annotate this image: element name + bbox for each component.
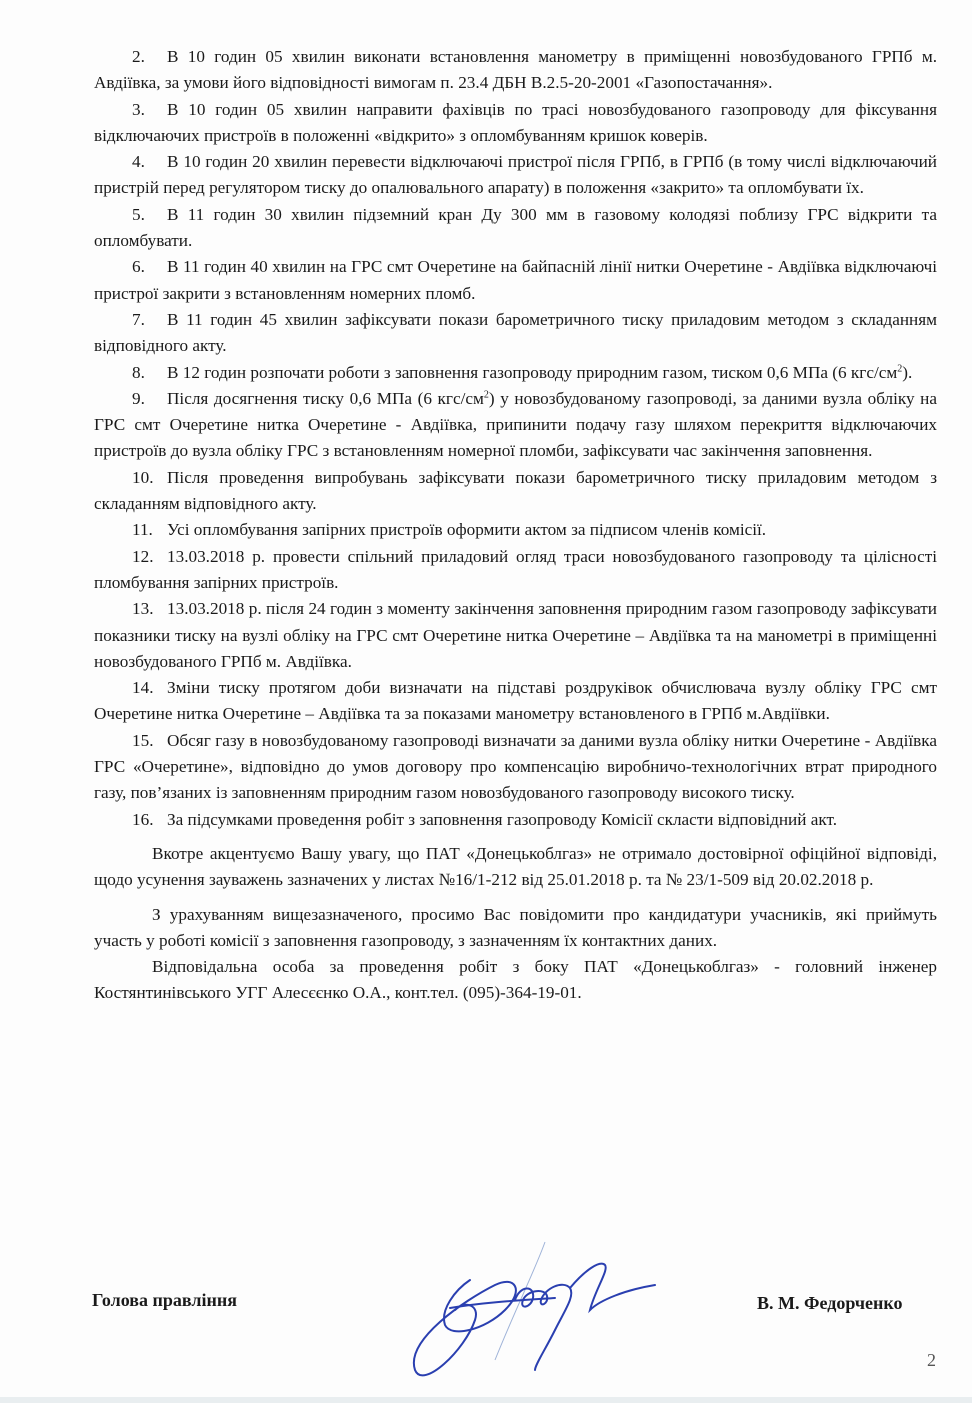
list-item: [94, 97, 937, 150]
item-text: В 11 годин 30 хвилин підземний кран Ду 300 мм в газовому колодязі поблизу ГРС відкрити та опломбувати.: [94, 204, 937, 251]
superscript: 2: [897, 362, 903, 374]
item-number: 10.: [132, 467, 154, 487]
item-text-end: ).: [902, 362, 913, 382]
document-body: [94, 44, 937, 1007]
paragraph-contact: Відповідальна особа за проведення робіт з боку ПАТ «Донецькоблгаз» - головний інженер Костянтинівського УГГ Алесєєнко О.А., конт.тел. (095)-364-19-01.: [94, 957, 937, 1003]
item-text: В 10 годин 20 хвилин перевести відключаючі пристрої після ГРПб, в ГРПб (в тому числі відключаючий пристрій перед регулятором тиску до опалювального апарату) в положення «закрито» та опломбувати їх.: [94, 152, 937, 198]
item-text: В 10 годин 05 хвилин виконати встановлення манометру в приміщенні новозбудованого ГРПб м. Авдіївка, за умови його відповідності вимогам п. 23.4 ДБН В.2.5-20-2001 «Газопостачання».: [94, 47, 937, 93]
list-item: [94, 307, 937, 360]
item-number: 4.: [132, 152, 145, 172]
superscript: 2: [483, 389, 489, 401]
scan-edge: [0, 1397, 972, 1403]
list-item: [94, 254, 937, 307]
item-text: Усі опломбування запірних пристроїв оформити актом за підписом членів комісії.: [167, 520, 767, 540]
item-text: За підсумками проведення робіт з заповнення газопроводу Комісії скласти відповідний акт.: [167, 809, 838, 829]
item-number: 11.: [132, 520, 153, 540]
list-item: [94, 386, 937, 465]
item-number: 8.: [132, 362, 145, 382]
list-item: [94, 360, 937, 386]
item-number: 5.: [132, 204, 145, 224]
list-item: [94, 807, 937, 833]
list-item: [94, 544, 937, 597]
item-number: 6.: [132, 257, 145, 277]
item-text-end: ) у новозбудованому газопроводі, за даними вузла обліку на ГРС смт Очеретине нитка Очеретине - Авдіївка, припинити подачу газу шляхом перекриття відключаючих пристроїв до вузла обліку ГРС з встановленням номерної пломби, зафіксувати час закінчення заповнення.: [94, 388, 938, 461]
item-text: 13.03.2018 р. після 24 годин з моменту закінчення заповнення природним газом газопроводу зафіксувати показники тиску на вузлі обліку на ГРС смт Очеретине нитка Очеретине – Авдіївка та на манометрі в приміщенні новозбудованого ГРПб м. Авдіївка.: [94, 599, 937, 671]
item-text: Обсяг газу в новозбудованому газопроводі визначати за даними вузла обліку нитки Очеретине - Авдіївка ГРС «Очеретине», відповідно до умов договору про компенсацію виробничо-технологічних втрат природного газу, пов’язаних із заповненням природним газом новозбудованого газопроводу високого тиску.: [94, 730, 937, 803]
list-item: [94, 149, 937, 202]
item-text: Після проведення випробувань зафіксувати покази барометричного тиску приладовим методом з складанням відповідного акту.: [94, 467, 937, 514]
item-number: 9.: [132, 388, 145, 408]
item-number: 3.: [132, 99, 145, 119]
list-item: [94, 517, 937, 543]
item-text: В 11 годин 45 хвилин зафіксувати покази барометричного тиску приладовим методом з складанням відповідного акту.: [94, 309, 937, 356]
item-number: 7.: [132, 309, 145, 329]
handwritten-signature-icon: [395, 1230, 675, 1380]
item-number: 14.: [132, 678, 154, 698]
item-number: 15.: [132, 730, 154, 750]
paragraph-notice: Вкотре акцентуємо Вашу увагу, що ПАТ «Донецькоблгаз» не отримало достовірної офіційної відповіді, щодо усунення зауважень зазначених у листах №16/1-212 від 25.01.2018 р. та № 23/1-509 від 20.02.2018 р.: [94, 843, 937, 890]
item-number: 16.: [132, 809, 154, 829]
item-number: 13.: [132, 599, 154, 619]
list-item: [94, 728, 937, 807]
list-item: [94, 44, 937, 97]
signature-block: [0, 1230, 972, 1403]
signatory-name: В. М. Федорченко: [757, 1293, 903, 1313]
page-number: 2: [927, 1350, 936, 1370]
signatory-title: Голова правління: [92, 1290, 237, 1310]
paragraph-request: З урахуванням вищезазначеного, просимо Вас повідомити про кандидатури учасників, які приймуть участь у роботі комісії з заповнення газопроводу, з зазначенням їх контактних даних.: [94, 904, 937, 950]
item-text: Зміни тиску протягом доби визначати на підставі роздруківок обчислювача вузлу обліку ГРС смт Очеретине нитка Очеретине – Авдіївка та за показами манометру встановленого в ГРПб м.Авдіївки.: [94, 678, 937, 724]
list-item: [94, 202, 937, 255]
list-item: [94, 465, 937, 518]
item-text: В 10 годин 05 хвилин направити фахівців по трасі новозбудованого газопроводу для фіксування відключаючих пристроїв в положенні «відкрито» з опломбуванням кришок коверів.: [94, 99, 937, 145]
item-text: Після досягнення тиску 0,6 МПа (6 кгс/см: [167, 388, 484, 408]
list-item: [94, 675, 937, 728]
list-item: [94, 596, 937, 675]
item-text: В 12 годин розпочати роботи з заповнення газопроводу природним газом, тиском 0,6 МПа (6 кгс/см: [167, 362, 898, 382]
item-number: 2.: [132, 47, 145, 66]
item-number: 12.: [132, 546, 154, 566]
item-text: В 11 годин 40 хвилин на ГРС смт Очеретине на байпасній лінії нитки Очеретине - Авдіївка відключаючі пристрої закрити з встановленням номерних пломб.: [94, 257, 937, 303]
item-text: 13.03.2018 р. провести спільний приладовий огляд траси новозбудованого газопроводу та цілісності пломбування запірних пристроїв.: [94, 546, 937, 592]
